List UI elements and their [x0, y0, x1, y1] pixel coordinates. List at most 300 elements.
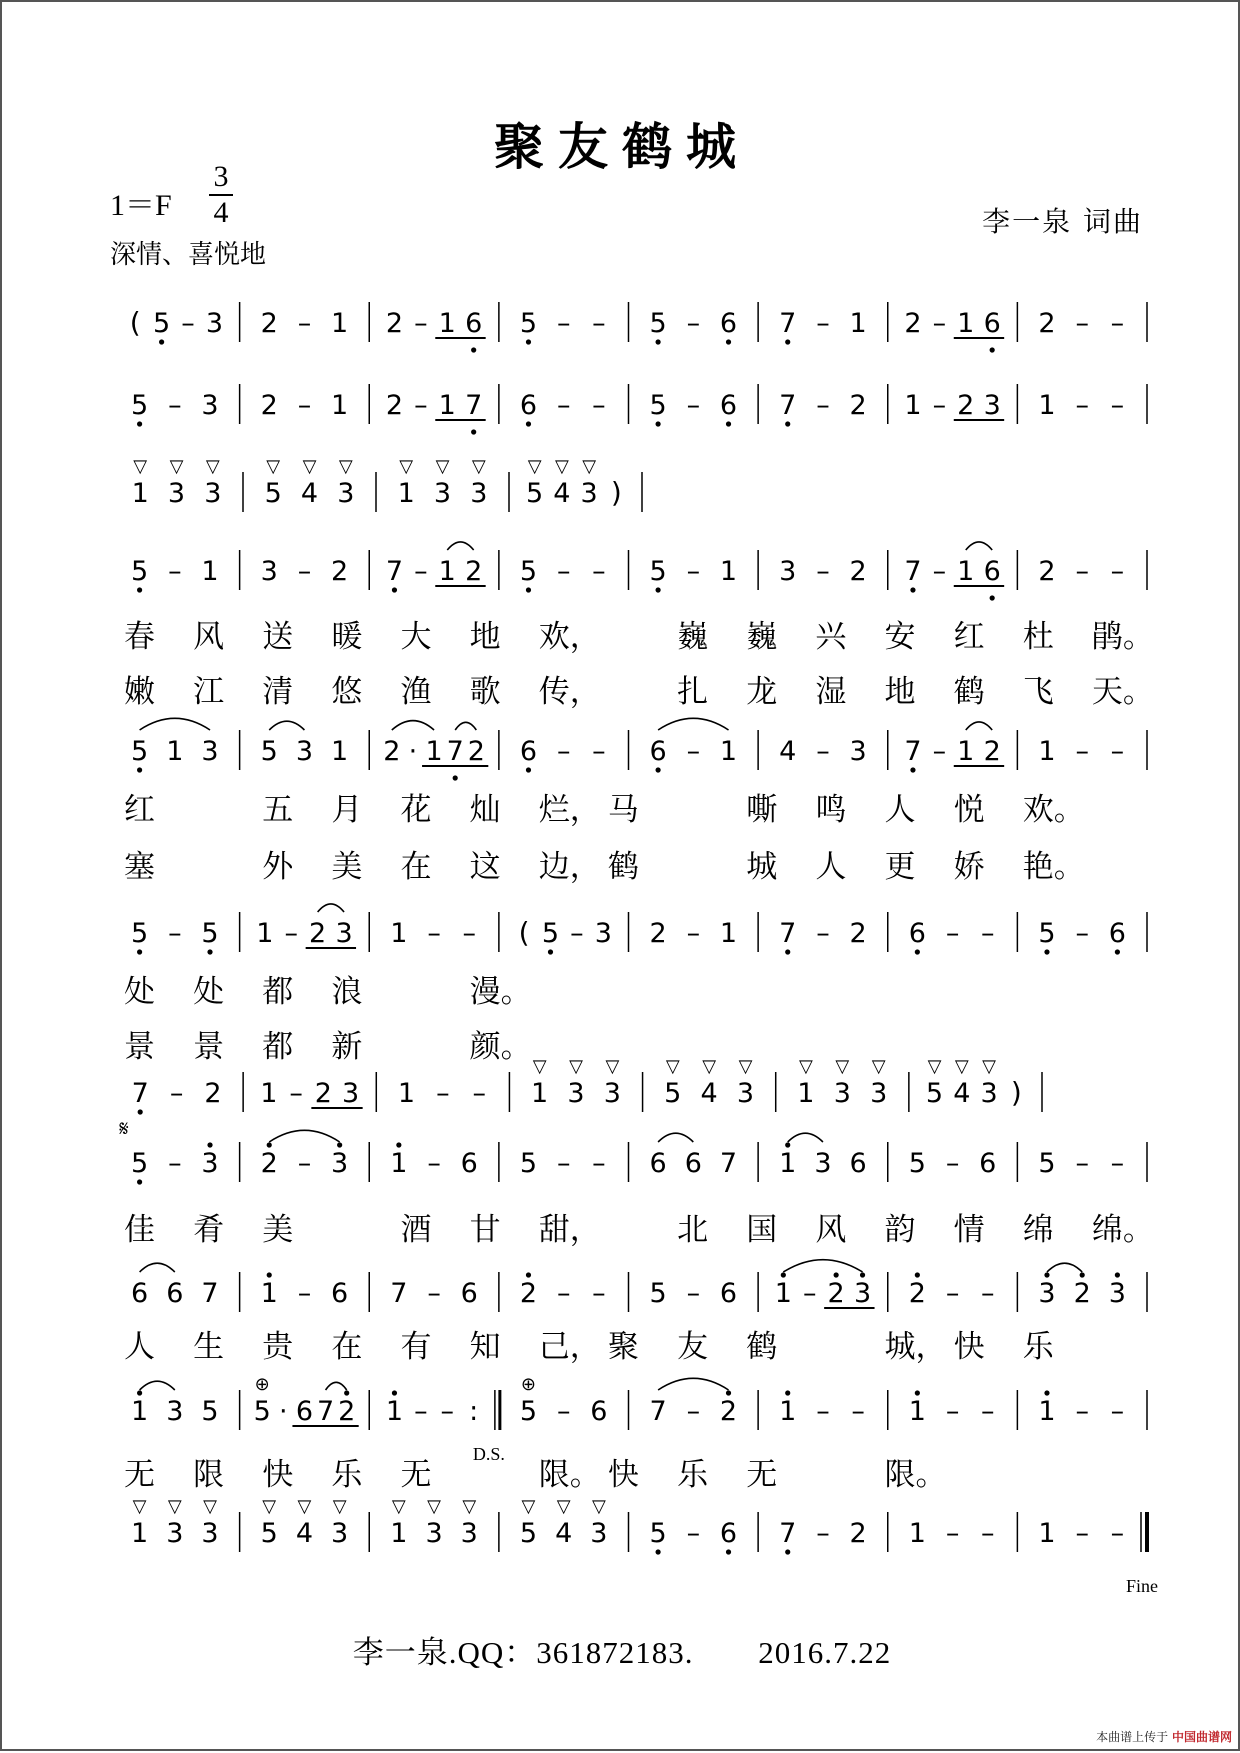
note: 2 — [338, 1396, 356, 1427]
note: – — [289, 1078, 303, 1109]
note: 7 — [131, 1078, 149, 1109]
note: 2 — [1038, 308, 1056, 339]
lyric-char: 美 — [331, 849, 363, 885]
lyric-char: 城， — [884, 1329, 947, 1365]
lyric-char: 江 — [193, 674, 225, 710]
slur — [966, 722, 992, 730]
note: – — [932, 736, 947, 767]
lyric-char: 限 — [193, 1457, 225, 1493]
accent-mark: ▽ — [702, 1056, 717, 1076]
note: 6 — [719, 1278, 738, 1309]
lyric-char: 无 — [746, 1457, 778, 1493]
note: – — [945, 918, 960, 949]
lyric-char: 限。 — [884, 1457, 947, 1493]
note: – — [1110, 736, 1125, 767]
note: 5 — [925, 1078, 944, 1109]
song-title: 聚友鹤城 — [494, 117, 750, 176]
note: 5 — [649, 390, 667, 421]
accent-mark: ▽ — [205, 456, 220, 476]
note: – — [1110, 390, 1125, 421]
lyric-char: 都 — [262, 1029, 294, 1065]
accent-mark: ▽ — [338, 456, 353, 476]
note: 5 — [153, 308, 171, 339]
note: 3 — [433, 478, 452, 509]
note: 1 — [774, 1278, 792, 1309]
note: 2 — [309, 918, 327, 949]
accent-mark: ▽ — [297, 1496, 312, 1516]
note: 1 — [957, 308, 975, 339]
note: – — [168, 556, 182, 587]
accent-mark: ▽ — [835, 1056, 850, 1076]
lyric-char: 城 — [746, 849, 778, 885]
note: 1 — [904, 390, 922, 421]
lyric-char: 风 — [815, 1212, 847, 1248]
composer-credit: 李一泉 词曲 — [982, 205, 1143, 238]
note: · — [408, 736, 418, 767]
note: 2 — [849, 556, 867, 587]
lyric-char: 暖 — [331, 619, 363, 655]
lyric-char: 鹤 — [953, 674, 985, 710]
slur — [455, 722, 476, 730]
note: 7 — [904, 556, 922, 587]
segno-sign: 𝄋 — [119, 1117, 129, 1142]
note: 1 — [260, 1078, 278, 1109]
octave-dot-low — [915, 949, 920, 954]
slur — [658, 1133, 693, 1142]
accent-mark: ▽ — [954, 1056, 969, 1076]
note: – — [945, 1396, 960, 1427]
note: 2 — [1073, 1278, 1091, 1309]
octave-dot-high — [396, 1142, 401, 1147]
note: 2 — [849, 918, 867, 949]
slur — [447, 542, 473, 550]
lyric-char: 春 — [124, 619, 155, 655]
note: 6 — [295, 1396, 314, 1427]
note: 2 — [849, 1518, 867, 1549]
note: – — [169, 1078, 184, 1109]
lyric-char: 国 — [746, 1212, 778, 1248]
octave-dot-low — [137, 1179, 142, 1184]
note: 3 — [853, 1278, 872, 1309]
note: – — [1110, 1148, 1125, 1179]
lyric-char: 乐 — [677, 1457, 709, 1493]
lyric-char: 漫。 — [469, 974, 532, 1010]
slur — [966, 542, 992, 550]
lyric-char: 天。 — [1091, 674, 1154, 710]
note: 5 — [131, 390, 149, 421]
accent-mark: ▽ — [569, 1056, 583, 1076]
lyric-char: 巍 — [677, 619, 709, 655]
note: 1 — [849, 308, 867, 339]
accent-mark: ▽ — [462, 1496, 477, 1516]
note: – — [932, 390, 947, 421]
note: 5 — [519, 308, 538, 339]
lyric-char: 外 — [262, 849, 294, 885]
note: 1 — [201, 556, 219, 587]
octave-dot-low — [526, 587, 531, 592]
accent-mark: ▽ — [582, 456, 597, 476]
note: – — [945, 1148, 960, 1179]
note: – — [414, 556, 428, 587]
slur — [269, 721, 304, 730]
lyric-char: 花 — [400, 792, 432, 828]
octave-dot-high — [1080, 1272, 1085, 1277]
note: – — [168, 390, 182, 421]
note: 5 — [649, 1518, 667, 1549]
accent-mark: ▽ — [133, 456, 148, 476]
note: 5 — [541, 918, 560, 949]
note: 1 — [438, 308, 456, 339]
octave-dot-low — [207, 949, 212, 954]
ds-marking: D.S. — [472, 1444, 505, 1464]
accent-mark: ▽ — [471, 456, 486, 476]
accent-mark: ▽ — [532, 1056, 547, 1076]
octave-dot-low — [785, 949, 790, 954]
octave-dot-low — [138, 1109, 143, 1114]
lyric-char: 嘶 — [746, 792, 778, 828]
note: 3 — [260, 556, 278, 587]
lyric-char: 友 — [677, 1329, 709, 1365]
lyric-char: 传， — [538, 674, 601, 710]
note: 3 — [205, 308, 224, 339]
note: – — [816, 390, 830, 421]
slur — [269, 1130, 339, 1142]
time-signature-denominator: 4 — [213, 196, 229, 229]
note: – — [802, 1278, 817, 1309]
lyric-char: 大 — [400, 619, 432, 655]
note: – — [932, 308, 947, 339]
accent-mark: ▽ — [203, 1496, 217, 1516]
watermark-text: 本曲谱上传于 — [1096, 1730, 1169, 1744]
lyric-char: 聚 — [607, 1329, 639, 1365]
lyric-char: 处 — [193, 974, 225, 1010]
octave-dot-low — [137, 587, 142, 592]
note: 3 — [460, 1518, 478, 1549]
note: – — [427, 918, 441, 949]
note: 5 — [519, 1148, 538, 1179]
note: 3 — [201, 1518, 219, 1549]
note: 2 — [519, 1278, 538, 1309]
slur — [783, 1260, 862, 1272]
note: 7 — [465, 390, 483, 421]
coda-sign: ⊕ — [520, 1374, 537, 1394]
lyric-char: 塞 — [124, 849, 155, 885]
accent-mark: ▽ — [738, 1056, 753, 1076]
note: 3 — [870, 1078, 888, 1109]
note: 2 — [204, 1078, 222, 1109]
octave-dot-high — [267, 1272, 272, 1277]
coda-sign: ⊕ — [254, 1374, 270, 1394]
octave-dot-low — [137, 767, 142, 772]
slur — [658, 718, 728, 730]
lyric-char: 飞 — [1022, 674, 1054, 710]
note: 2 — [649, 918, 667, 949]
note: 5 — [1038, 1148, 1056, 1179]
lyric-char: 在 — [400, 849, 432, 885]
note: 2 — [983, 736, 1001, 767]
lyric-char: 马 — [607, 792, 639, 828]
lyric-char: 景 — [124, 1029, 155, 1065]
note: 2 — [260, 308, 278, 339]
lyric-char: 鹤 — [607, 849, 639, 885]
note: – — [462, 918, 477, 949]
lyric-char: 景 — [193, 1029, 225, 1065]
note: 3 — [567, 1078, 585, 1109]
octave-dot-high — [726, 1390, 731, 1395]
lyric-char: 送 — [262, 619, 294, 655]
note: – — [816, 308, 830, 339]
lyric-char: 风 — [193, 619, 225, 655]
note: – — [1075, 918, 1089, 949]
note: 1 — [390, 1148, 408, 1179]
note: 6 — [590, 1396, 608, 1427]
note: 1 — [390, 1518, 408, 1549]
octave-dot-low — [785, 1549, 790, 1554]
note: 6 — [719, 390, 738, 421]
note: 1 — [1038, 1396, 1056, 1427]
note: – — [1075, 1148, 1089, 1179]
lyric-char: 悠 — [331, 674, 363, 710]
lyric-char: 五 — [262, 792, 294, 828]
note: 5 — [264, 478, 282, 509]
note: – — [297, 556, 312, 587]
lyric-char: 红 — [124, 792, 155, 828]
lyric-char: 人 — [124, 1329, 155, 1365]
note: – — [816, 1518, 830, 1549]
note: 1 — [908, 1518, 926, 1549]
note: – — [686, 390, 701, 421]
note: 4 — [779, 736, 797, 767]
lyric-char: 月 — [331, 792, 363, 828]
note: – — [1075, 308, 1089, 339]
note: 5 — [260, 1518, 278, 1549]
note: 3 — [833, 1078, 851, 1109]
note: 2 — [957, 390, 975, 421]
note: 5 — [649, 1278, 667, 1309]
note: 1 — [390, 918, 408, 949]
slur — [318, 904, 344, 912]
paren-mark: ) — [1010, 1076, 1022, 1109]
lyric-char: 韵 — [884, 1212, 916, 1248]
note: – — [945, 1278, 960, 1309]
lyric-char: 红 — [953, 619, 985, 655]
lyric-char: 知 — [469, 1329, 501, 1365]
note: 6 — [908, 918, 926, 949]
note: 7 — [779, 918, 797, 949]
note: 2 — [260, 390, 278, 421]
note: 2 — [465, 556, 483, 587]
note: 6 — [983, 308, 1001, 339]
note: 5 — [649, 308, 667, 339]
note: 6 — [460, 1278, 478, 1309]
note: – — [1110, 308, 1125, 339]
octave-dot-high — [1044, 1390, 1049, 1395]
octave-dot-high — [834, 1272, 839, 1277]
octave-dot-high — [1115, 1272, 1120, 1277]
lyric-char: 乐 — [1022, 1329, 1054, 1365]
numbered-notation — [2, 2, 1240, 1753]
note: 5 — [664, 1078, 682, 1109]
octave-dot-low — [453, 775, 458, 780]
lyric-char: 歌 — [469, 674, 501, 710]
note: 1 — [331, 390, 349, 421]
note: – — [556, 1396, 571, 1427]
note: 5 — [649, 556, 667, 587]
lyric-char: 限。 — [538, 1457, 601, 1493]
octave-dot-low — [785, 421, 790, 426]
octave-dot-low — [910, 587, 915, 592]
note: – — [816, 918, 830, 949]
accent-mark: ▽ — [798, 1056, 813, 1076]
note: 1 — [385, 1396, 404, 1427]
note: – — [1075, 390, 1089, 421]
note: 2 — [260, 1148, 278, 1179]
note: 3 — [295, 736, 314, 767]
lyric-char: 烂， — [538, 792, 601, 828]
accent-mark: ▽ — [302, 456, 317, 476]
note: 1 — [719, 736, 738, 767]
note: 3 — [201, 390, 219, 421]
octave-dot-high — [785, 1142, 790, 1147]
accent-mark: ▽ — [982, 1056, 996, 1076]
octave-dot-high — [860, 1272, 865, 1277]
note: 4 — [553, 478, 571, 509]
octave-dot-low — [990, 347, 995, 352]
note: 7 — [904, 736, 922, 767]
note: 7 — [779, 390, 797, 421]
note: 7 — [390, 1278, 408, 1309]
note: 3 — [590, 1518, 608, 1549]
note: – — [427, 1148, 441, 1179]
note: 3 — [603, 1078, 621, 1109]
octave-dot-low — [159, 339, 164, 344]
octave-dot-low — [656, 339, 661, 344]
note: 1 — [779, 1396, 797, 1427]
octave-dot-low — [137, 949, 142, 954]
lyric-char: 快 — [953, 1329, 985, 1365]
note: 6 — [719, 308, 738, 339]
lyric-char: 娇 — [953, 849, 985, 885]
accent-mark: ▽ — [591, 1496, 606, 1516]
octave-dot-low — [1044, 949, 1049, 954]
note: 3 — [335, 918, 353, 949]
lyric-char: 兴 — [815, 619, 847, 655]
note: – — [556, 736, 571, 767]
note: 5 — [519, 1396, 538, 1427]
note: 5 — [260, 736, 278, 767]
paren-mark: ( — [129, 306, 141, 339]
lyric-char: 新 — [331, 1029, 363, 1065]
note: 7 — [201, 1278, 219, 1309]
octave-dot-high — [344, 1390, 349, 1395]
lyric-char: 艳。 — [1022, 849, 1085, 885]
lyric-char: 甜， — [538, 1212, 601, 1248]
accent-mark: ▽ — [927, 1056, 942, 1076]
slur — [1047, 1263, 1082, 1272]
note: 1 — [957, 556, 975, 587]
note: 2 — [849, 390, 867, 421]
note: 2 — [331, 556, 349, 587]
lyric-char: 人 — [815, 849, 847, 885]
note: – — [686, 918, 701, 949]
accent-mark: ▽ — [554, 456, 569, 476]
note: – — [168, 1148, 182, 1179]
note: – — [816, 556, 830, 587]
note: – — [981, 1278, 995, 1309]
note: – — [686, 1396, 701, 1427]
lyric-char: 绵 — [1022, 1212, 1054, 1248]
note: – — [592, 736, 606, 767]
note: 1 — [1038, 390, 1056, 421]
note: 5 — [201, 1396, 219, 1427]
slur — [392, 721, 434, 730]
note: 3 — [779, 556, 797, 587]
lyric-char: 美 — [262, 1212, 294, 1248]
lyric-char: 都 — [262, 974, 294, 1010]
note: 5 — [131, 918, 149, 949]
note: 4 — [555, 1518, 573, 1549]
note: – — [1075, 556, 1089, 587]
note: 5 — [908, 1148, 926, 1179]
note: 3 — [166, 1518, 184, 1549]
octave-dot-low — [392, 587, 397, 592]
note: – — [1075, 1518, 1089, 1549]
octave-dot-high — [337, 1142, 342, 1147]
note: – — [686, 556, 701, 587]
slur — [140, 718, 210, 730]
note: 1 — [719, 918, 738, 949]
note: – — [945, 1518, 960, 1549]
note: – — [297, 1278, 312, 1309]
accent-mark: ▽ — [665, 1056, 680, 1076]
lyric-char: 巍 — [746, 619, 778, 655]
note: 1 — [397, 478, 415, 509]
note: – — [297, 1148, 312, 1179]
note: 7 — [719, 1148, 738, 1179]
octave-dot-high — [392, 1390, 397, 1395]
octave-dot-low — [726, 421, 731, 426]
note: – — [556, 1278, 571, 1309]
note: – — [414, 1396, 428, 1427]
paren-mark: ) — [610, 476, 622, 509]
note: 2 — [385, 390, 404, 421]
lyric-char: 情 — [953, 1212, 985, 1248]
note: 3 — [983, 390, 1001, 421]
note: 1 — [797, 1078, 815, 1109]
note: – — [284, 918, 298, 949]
note: 6 — [131, 1278, 149, 1309]
lyric-char: 鹃。 — [1091, 619, 1154, 655]
octave-dot-low — [1115, 949, 1120, 954]
lyric-char: 乐 — [331, 1457, 363, 1493]
note: 5 — [519, 1518, 538, 1549]
note: 3 — [204, 478, 222, 509]
note: 2 — [904, 308, 922, 339]
note: – — [414, 390, 428, 421]
note: 1 — [1038, 736, 1056, 767]
lyric-char: 颜。 — [469, 1029, 532, 1065]
slur — [788, 1133, 823, 1142]
note: 6 — [166, 1278, 184, 1309]
note: – — [981, 1518, 995, 1549]
accent-mark: ▽ — [427, 1496, 441, 1516]
note: 1 — [166, 736, 184, 767]
note: – — [556, 390, 571, 421]
lyric-char: 渔 — [400, 674, 432, 710]
key-signature: 1＝F — [110, 189, 172, 222]
note: 7 — [316, 1396, 335, 1427]
octave-dot-low — [656, 767, 661, 772]
